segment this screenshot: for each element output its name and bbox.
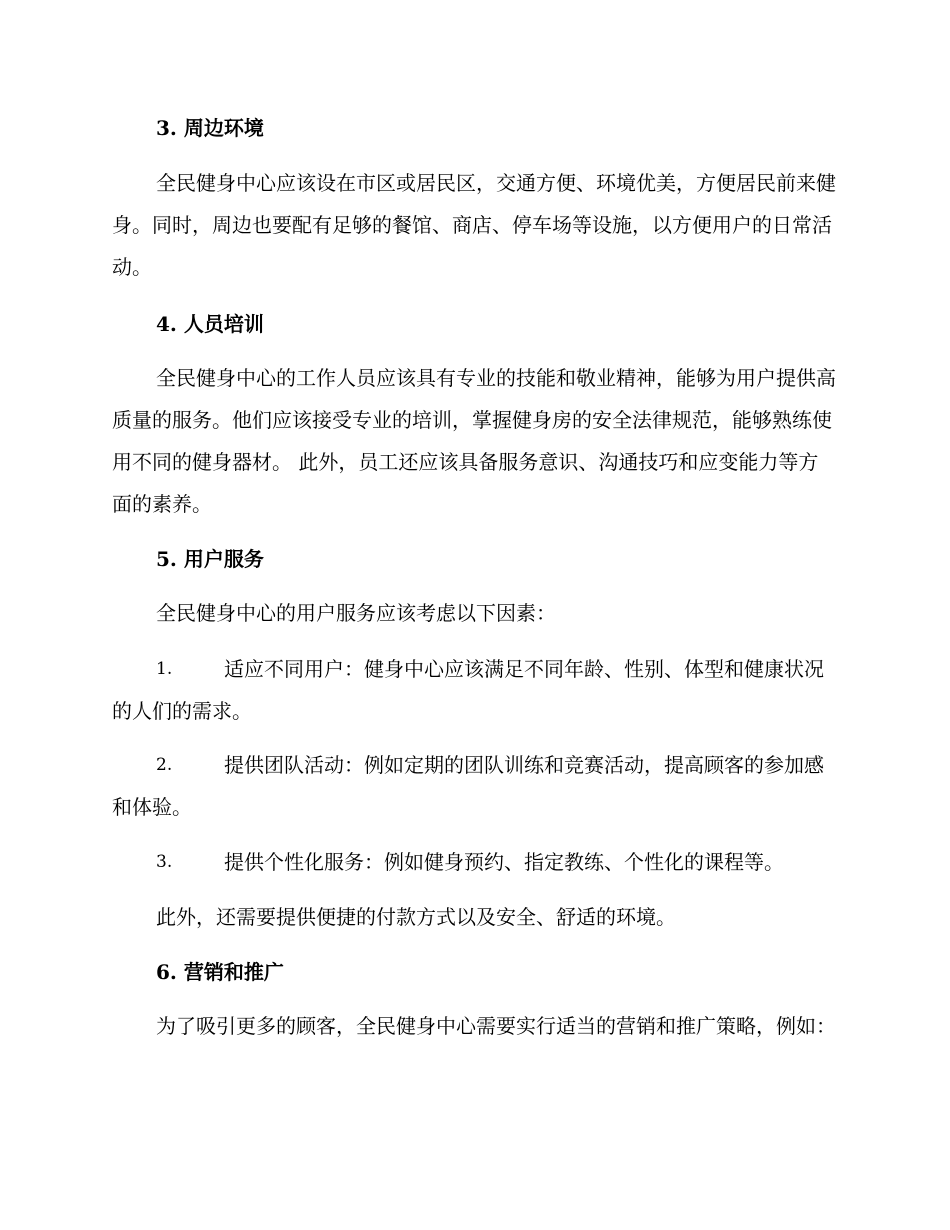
section-heading-surroundings: 3. 周边环境: [156, 116, 264, 140]
list-item: [112, 648, 836, 732]
list-item-text: 适应不同用户：健身中心应该满足不同年龄、性别、体型和健康状况的人们的需求。: [112, 657, 824, 723]
paragraph-surroundings: 全民健身中心应该设在市区或居民区，交通方便、环境优美，方便居民前来健身。同时，周边也要配有足够的餐馆、商店、停车场等设施，以方便用户的日常活动。: [112, 171, 836, 279]
list-item-number: 1.: [156, 659, 173, 679]
list-item: [112, 841, 836, 883]
list-item-text: 提供团队活动：例如定期的团队训练和竞赛活动，提高顾客的参加感和体验。: [112, 753, 824, 819]
paragraph-user-service-intro: 全民健身中心的用户服务应该考虑以下因素：: [156, 601, 556, 625]
paragraph-staff-training: 全民健身中心的工作人员应该具有专业的技能和敬业精神，能够为用户提供高质量的服务。他们应该接受专业的培训，掌握健身房的安全法律规范，能够熟练使用不同的健身器材。 此外，员工还应该具备服务意识、沟通技巧和应变能力等方面的素养。: [112, 366, 836, 516]
list-item-text: 提供个性化服务：例如健身预约、指定教练、个性化的课程等。: [224, 850, 784, 874]
list-item: [112, 744, 836, 828]
section-heading-staff-training: 4. 人员培训: [156, 312, 264, 336]
list-item-number: 3.: [156, 852, 173, 872]
list-item-number: 2.: [156, 755, 173, 775]
paragraph-marketing: 为了吸引更多的顾客，全民健身中心需要实行适当的营销和推广策略，例如：: [156, 1014, 836, 1038]
paragraph-user-service-outro: 此外，还需要提供便捷的付款方式以及安全、舒适的环境。: [156, 905, 676, 929]
section-heading-marketing: 6. 营销和推广: [156, 960, 284, 984]
section-heading-user-service: 5. 用户服务: [156, 547, 264, 571]
